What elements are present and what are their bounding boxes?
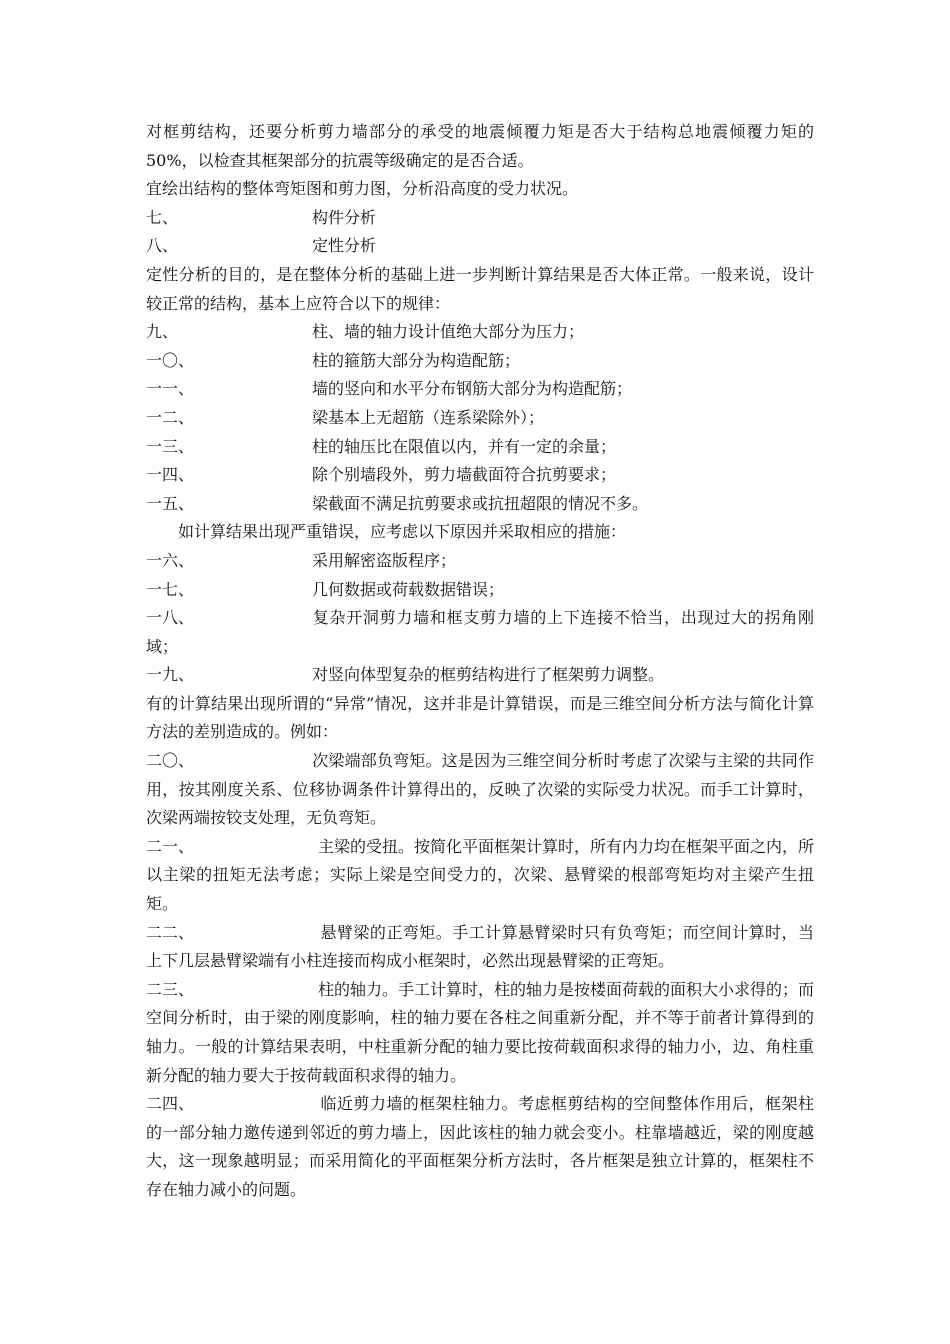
- list-item: [146, 433, 814, 462]
- list-item: [146, 490, 814, 519]
- item-number: 八、: [146, 236, 179, 256]
- item-text: 悬臂梁的正弯矩。手工计算悬臂梁时只有负弯矩；而空间计算时，当上下几层悬臂梁端有小柱连接而构成小框架时，必然出现悬臂梁的正弯矩。: [146, 922, 814, 971]
- item-text: 柱的箍筋大部分为构造配筋；: [312, 350, 521, 370]
- list-item: [146, 576, 814, 605]
- item-number: 一九、: [146, 665, 195, 685]
- item-text: 主梁的受扭。按简化平面框架计算时，所有内力均在框架平面之内，所以主梁的扭矩无法考虑；实际上梁是空间受力的，次梁、悬臂梁的根部弯矩均对主梁产生扭矩。: [146, 836, 815, 914]
- item-text: 对竖向体型复杂的框剪结构进行了框架剪力调整。: [312, 665, 665, 685]
- item-number: 二〇、: [146, 751, 195, 771]
- list-item: [146, 604, 814, 661]
- item-number: 一七、: [146, 579, 195, 599]
- item-text: 柱的轴力。手工计算时，柱的轴力是按楼面荷载的面积大小求得的；而空间分析时，由于梁的刚度影响，柱的轴力要在各柱之间重新分配，并不等于前者计算得到的轴力。一般的计算结果表明，中柱重新分配的轴力要比按荷载面积求得的轴力小，边、角柱重新分配的轴力要大于按荷载面积求得的轴力。: [146, 979, 815, 1085]
- item-number: 二二、: [146, 922, 195, 942]
- item-number: 二一、: [146, 836, 195, 856]
- item-text: 梁基本上无超筋（连系梁除外）；: [312, 407, 545, 427]
- item-number: 一八、: [146, 608, 195, 628]
- item-text: 采用解密盗版程序；: [312, 550, 457, 570]
- item-text: 几何数据或荷载数据错误；: [312, 579, 505, 599]
- list-item: [146, 919, 814, 976]
- item-text: 次梁端部负弯矩。这是因为三维空间分析时考虑了次梁与主梁的共同作用，按其刚度关系、位移协调条件计算得出的，反映了次梁的实际受力状况。而手工计算时，次梁两端按铰支处理，无负弯矩。: [146, 751, 814, 828]
- item-number: 七、: [146, 207, 179, 227]
- list-item: [146, 547, 814, 576]
- paragraph: 对框剪结构，还要分析剪力墙部分的承受的地震倾覆力矩是否大于结构总地震倾覆力矩的50%，以检查其框架部分的抗震等级确定的是否合适。: [146, 122, 814, 170]
- document-page: [146, 118, 814, 1205]
- paragraph: 如计算结果出现严重错误，应考虑以下原因并采取相应的措施：: [178, 522, 627, 542]
- paragraph: 有的计算结果出现所谓的“异常”情况，这并非是计算错误，而是三维空间分析方法与简化计算方法的差别造成的。例如：: [146, 693, 814, 742]
- list-item: [146, 747, 814, 833]
- item-text: 除个别墙段外，剪力墙截面符合抗剪要求；: [312, 465, 617, 485]
- item-text: 墙的竖向和水平分布钢筋大部分为构造配筋；: [312, 379, 633, 399]
- list-item: [146, 661, 814, 690]
- list-item: [146, 833, 814, 919]
- item-number: 一四、: [146, 465, 195, 485]
- paragraph: 宜绘出结构的整体弯矩图和剪力图，分析沿高度的受力状况。: [146, 179, 579, 199]
- list-item: [146, 404, 814, 433]
- item-number: 二三、: [146, 979, 195, 999]
- item-text: 构件分析: [312, 207, 377, 227]
- item-text: 柱的轴压比在限值以内，并有一定的余量；: [312, 436, 617, 456]
- list-item: [146, 976, 814, 1090]
- item-text: 定性分析: [312, 236, 377, 256]
- paragraph: 定性分析的目的，是在整体分析的基础上进一步判断计算结果是否大体正常。一般来说，设计较正常的结构，基本上应符合以下的规律：: [146, 264, 814, 313]
- item-number: 二四、: [146, 1094, 195, 1114]
- item-number: 九、: [146, 322, 179, 342]
- item-number: 一〇、: [146, 350, 195, 370]
- list-item: [146, 232, 814, 261]
- item-text: 临近剪力墙的框架柱轴力。考虑框剪结构的空间整体作用后，框架柱的一部分轴力邀传递到邻近的剪力墙上，因此该柱的轴力就会变小。柱靠墙越近，梁的刚度越大，这一现象越明显；而采用简化的平面框架分析方法时，各片框架是独立计算的，框架柱不存在轴力减小的问题。: [146, 1094, 814, 1199]
- list-item: [146, 204, 814, 233]
- item-text: 复杂开洞剪力墙和框支剪力墙的上下连接不恰当，出现过大的拐角刚域；: [146, 608, 814, 656]
- item-number: 一六、: [146, 550, 195, 570]
- list-item: [146, 347, 814, 376]
- item-number: 一一、: [146, 379, 195, 399]
- item-number: 一三、: [146, 436, 195, 456]
- item-number: 一二、: [146, 407, 195, 427]
- list-item: [146, 1090, 814, 1204]
- item-text: 梁截面不满足抗剪要求或抗扭超限的情况不多。: [312, 493, 649, 513]
- item-number: 一五、: [146, 493, 195, 513]
- list-item: [146, 461, 814, 490]
- list-item: [146, 318, 814, 347]
- list-item: [146, 375, 814, 404]
- item-text: 柱、墙的轴力设计值绝大部分为压力；: [312, 322, 585, 342]
